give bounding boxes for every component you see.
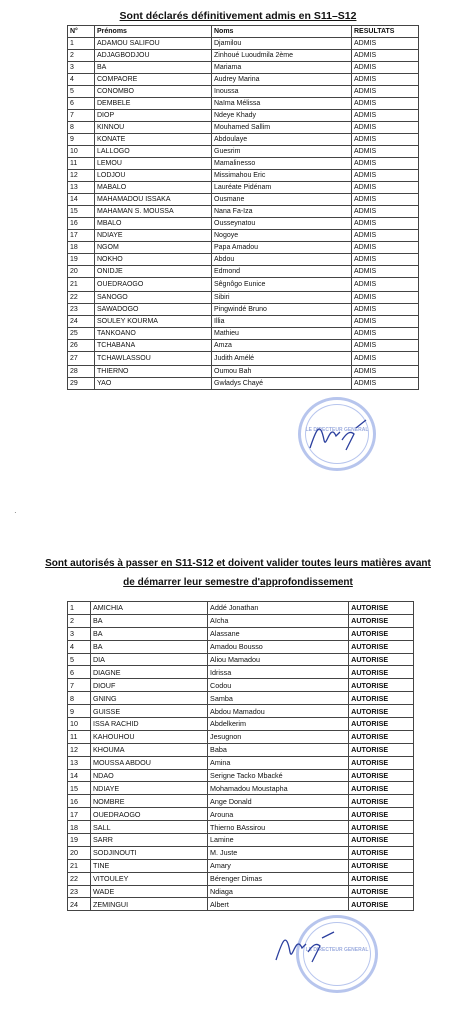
row-nom: Abdou — [212, 254, 352, 266]
row-prenom: KONATE — [95, 134, 212, 146]
row-nom: Mamalinesso — [212, 158, 352, 170]
row-nom: Oumou Bah — [212, 366, 352, 378]
table-row — [68, 328, 419, 340]
row-number: 15 — [68, 782, 91, 795]
row-result: ADMIS — [352, 74, 419, 86]
row-prenom: MAHAMAN S. MOUSSA — [95, 206, 212, 218]
signature-2 — [272, 920, 342, 970]
row-nom: Ndiaga — [208, 885, 349, 898]
row-prenom: NDAO — [90, 769, 207, 782]
row-nom: Aïcha — [208, 614, 349, 627]
row-prenom: TANKOANO — [95, 328, 212, 340]
row-result: ADMIS — [352, 352, 419, 366]
row-prenom: DEMBELE — [95, 98, 212, 110]
authorized-table — [67, 601, 414, 911]
table-row — [68, 885, 414, 898]
row-nom: Abdelkerim — [208, 718, 349, 731]
table-row — [68, 653, 414, 666]
row-nom: Djamilou — [212, 38, 352, 50]
row-prenom: ADAMOU SALIFOU — [95, 38, 212, 50]
row-number: 25 — [68, 328, 95, 340]
row-nom: Abdou Mamadou — [208, 705, 349, 718]
row-result: ADMIS — [352, 86, 419, 98]
table-row — [68, 692, 414, 705]
row-number: 23 — [68, 304, 95, 316]
table-row — [68, 859, 414, 872]
row-number: 7 — [68, 110, 95, 122]
row-result: AUTORISE — [349, 885, 414, 898]
row-number: 9 — [68, 705, 91, 718]
row-number: 16 — [68, 218, 95, 230]
table-row — [68, 769, 414, 782]
row-prenom: OUEDRAOGO — [90, 808, 207, 821]
row-result: ADMIS — [352, 50, 419, 62]
row-number: 11 — [68, 730, 91, 743]
row-nom: Guesrim — [212, 146, 352, 158]
row-prenom: VITOULEY — [90, 872, 207, 885]
table-row — [68, 266, 419, 278]
table-row — [68, 98, 419, 110]
row-number: 20 — [68, 846, 91, 859]
row-nom: Baba — [208, 743, 349, 756]
row-number: 24 — [68, 898, 91, 911]
row-number: 14 — [68, 194, 95, 206]
row-prenom: MBALO — [95, 218, 212, 230]
table-row — [68, 122, 419, 134]
table-row — [68, 194, 419, 206]
row-nom: Lauréate Pidénam — [212, 182, 352, 194]
row-result: AUTORISE — [349, 640, 414, 653]
table-row — [68, 782, 414, 795]
row-result: ADMIS — [352, 170, 419, 182]
table-row — [68, 627, 414, 640]
row-prenom: ISSA RACHID — [90, 718, 207, 731]
table-row — [68, 821, 414, 834]
row-nom: Papa Amadou — [212, 242, 352, 254]
row-number: 21 — [68, 278, 95, 292]
row-result: ADMIS — [352, 366, 419, 378]
table-row — [68, 679, 414, 692]
row-nom: Mariama — [212, 62, 352, 74]
row-prenom: KINNOU — [95, 122, 212, 134]
row-nom: Naïma Mélissa — [212, 98, 352, 110]
row-number: 24 — [68, 316, 95, 328]
row-result: ADMIS — [352, 316, 419, 328]
table-row — [68, 846, 414, 859]
row-nom: Addé Jonathan — [208, 602, 349, 615]
row-result: AUTORISE — [349, 653, 414, 666]
row-nom: Albert — [208, 898, 349, 911]
header-noms: Noms — [212, 26, 352, 38]
row-result: AUTORISE — [349, 730, 414, 743]
table-row — [68, 254, 419, 266]
row-number: 4 — [68, 74, 95, 86]
row-result: ADMIS — [352, 158, 419, 170]
row-prenom: TCHAWLASSOU — [95, 352, 212, 366]
row-nom: Sibiri — [212, 292, 352, 304]
row-nom: Amary — [208, 859, 349, 872]
table-row — [68, 170, 419, 182]
row-number: 19 — [68, 834, 91, 847]
row-result: AUTORISE — [349, 679, 414, 692]
row-result: ADMIS — [352, 242, 419, 254]
row-result: AUTORISE — [349, 743, 414, 756]
row-prenom: NOKHO — [95, 254, 212, 266]
row-prenom: OUEDRAOGO — [95, 278, 212, 292]
row-result: ADMIS — [352, 378, 419, 390]
row-prenom: MAHAMADOU ISSAKA — [95, 194, 212, 206]
row-nom: Mohamadou Moustapha — [208, 782, 349, 795]
row-result: AUTORISE — [349, 627, 414, 640]
row-number: 8 — [68, 122, 95, 134]
table-row — [68, 795, 414, 808]
row-number: 18 — [68, 242, 95, 254]
table-row — [68, 62, 419, 74]
row-prenom: KHOUMA — [90, 743, 207, 756]
row-result: ADMIS — [352, 110, 419, 122]
table-row — [68, 134, 419, 146]
row-number: 3 — [68, 627, 91, 640]
row-number: 10 — [68, 146, 95, 158]
row-result: AUTORISE — [349, 795, 414, 808]
row-number: 1 — [68, 38, 95, 50]
row-result: ADMIS — [352, 182, 419, 194]
row-result: ADMIS — [352, 278, 419, 292]
row-number: 27 — [68, 352, 95, 366]
table-row — [68, 146, 419, 158]
admitted-table — [67, 25, 419, 390]
table-row — [68, 304, 419, 316]
table-row — [68, 50, 419, 62]
row-prenom: ADJAGBODJOU — [95, 50, 212, 62]
row-prenom: WADE — [90, 885, 207, 898]
row-prenom: DIOP — [95, 110, 212, 122]
row-nom: Zinhoué Luoudmila 2ème — [212, 50, 352, 62]
row-nom: Sêgnôgo Eunice — [212, 278, 352, 292]
row-prenom: NDIAYE — [95, 230, 212, 242]
table-row — [68, 158, 419, 170]
row-prenom: BA — [90, 640, 207, 653]
row-number: 29 — [68, 378, 95, 390]
table-row — [68, 666, 414, 679]
row-nom: Alassane — [208, 627, 349, 640]
row-number: 23 — [68, 885, 91, 898]
table-row — [68, 316, 419, 328]
row-number: 12 — [68, 743, 91, 756]
row-prenom: SALL — [90, 821, 207, 834]
row-number: 21 — [68, 859, 91, 872]
row-prenom: SAWADOGO — [95, 304, 212, 316]
row-nom: Abdoulaye — [212, 134, 352, 146]
row-prenom: SODJINOUTI — [90, 846, 207, 859]
row-number: 13 — [68, 182, 95, 194]
row-nom: Arouna — [208, 808, 349, 821]
row-result: AUTORISE — [349, 769, 414, 782]
table-row — [68, 366, 419, 378]
row-result: AUTORISE — [349, 821, 414, 834]
table-row — [68, 743, 414, 756]
row-nom: Ousseynatou — [212, 218, 352, 230]
row-number: 16 — [68, 795, 91, 808]
row-number: 20 — [68, 266, 95, 278]
table-row — [68, 292, 419, 304]
row-prenom: SANOGO — [95, 292, 212, 304]
row-prenom: TINE — [90, 859, 207, 872]
row-nom: Aliou Mamadou — [208, 653, 349, 666]
row-result: ADMIS — [352, 304, 419, 316]
row-number: 12 — [68, 170, 95, 182]
row-number: 22 — [68, 292, 95, 304]
row-prenom: MOUSSA ABDOU — [90, 756, 207, 769]
row-number: 15 — [68, 206, 95, 218]
row-result: ADMIS — [352, 98, 419, 110]
table-row — [68, 602, 414, 615]
row-prenom: BA — [90, 627, 207, 640]
row-nom: Samba — [208, 692, 349, 705]
row-nom: Thierno BAssirou — [208, 821, 349, 834]
row-prenom: ONIDJE — [95, 266, 212, 278]
row-number: 3 — [68, 62, 95, 74]
row-number: 10 — [68, 718, 91, 731]
row-result: AUTORISE — [349, 692, 414, 705]
table-row — [68, 614, 414, 627]
row-result: AUTORISE — [349, 859, 414, 872]
row-result: ADMIS — [352, 62, 419, 74]
row-result: ADMIS — [352, 230, 419, 242]
row-result: AUTORISE — [349, 834, 414, 847]
row-nom: Amza — [212, 340, 352, 352]
row-nom: Mathieu — [212, 328, 352, 340]
table-row — [68, 756, 414, 769]
row-prenom: ZEMINGUI — [90, 898, 207, 911]
row-result: ADMIS — [352, 340, 419, 352]
row-result: AUTORISE — [349, 705, 414, 718]
row-prenom: TCHABANA — [95, 340, 212, 352]
row-number: 6 — [68, 98, 95, 110]
row-prenom: SOULEY KOURMA — [95, 316, 212, 328]
row-prenom: NOMBRE — [90, 795, 207, 808]
header-prenoms: Prénoms — [95, 26, 212, 38]
row-result: AUTORISE — [349, 872, 414, 885]
row-prenom: DIA — [90, 653, 207, 666]
row-nom: Nana Fa-Iza — [212, 206, 352, 218]
row-prenom: BA — [90, 614, 207, 627]
row-nom: Illia — [212, 316, 352, 328]
row-result: ADMIS — [352, 122, 419, 134]
row-result: ADMIS — [352, 266, 419, 278]
row-result: AUTORISE — [349, 782, 414, 795]
row-prenom: LALLOGO — [95, 146, 212, 158]
row-number: 22 — [68, 872, 91, 885]
table-row — [68, 242, 419, 254]
row-result: ADMIS — [352, 38, 419, 50]
row-result: AUTORISE — [349, 602, 414, 615]
row-number: 14 — [68, 769, 91, 782]
table-row — [68, 74, 419, 86]
table-row — [68, 110, 419, 122]
row-number: 18 — [68, 821, 91, 834]
row-prenom: AMICHIA — [90, 602, 207, 615]
row-result: ADMIS — [352, 146, 419, 158]
row-nom: M. Juste — [208, 846, 349, 859]
section2-title-line2: de démarrer leur semestre d'approfondissement — [123, 577, 353, 588]
row-nom: Gwladys Chayé — [212, 378, 352, 390]
table-row — [68, 718, 414, 731]
row-nom: Edmond — [212, 266, 352, 278]
table-row — [68, 278, 419, 292]
row-number: 28 — [68, 366, 95, 378]
row-number: 26 — [68, 340, 95, 352]
scan-mark: · — [14, 508, 17, 517]
row-number: 19 — [68, 254, 95, 266]
table-row — [68, 86, 419, 98]
row-result: AUTORISE — [349, 718, 414, 731]
row-number: 6 — [68, 666, 91, 679]
row-nom: Amadou Bousso — [208, 640, 349, 653]
stamp-text-2: LE DIRECTEUR GENERAL — [305, 946, 369, 953]
row-nom: Codou — [208, 679, 349, 692]
table-row — [68, 834, 414, 847]
row-prenom: LEMOU — [95, 158, 212, 170]
row-number: 9 — [68, 134, 95, 146]
row-nom: Audrey Marina — [212, 74, 352, 86]
table-row — [68, 808, 414, 821]
row-number: 8 — [68, 692, 91, 705]
row-number: 4 — [68, 640, 91, 653]
row-prenom: GNING — [90, 692, 207, 705]
row-result: ADMIS — [352, 292, 419, 304]
row-nom: Jesugnon — [208, 730, 349, 743]
row-result: AUTORISE — [349, 756, 414, 769]
section2-title-line1: Sont autorisés à passer en S11-S12 et doivent valider toutes leurs matières avant — [45, 558, 431, 569]
row-prenom: LODJOU — [95, 170, 212, 182]
table-row — [68, 730, 414, 743]
row-number: 5 — [68, 653, 91, 666]
table-row — [68, 378, 419, 390]
table-row — [68, 38, 419, 50]
row-result: AUTORISE — [349, 898, 414, 911]
row-nom: Judith Amélé — [212, 352, 352, 366]
stamp-text: LE DIRECTEUR GENERAL — [305, 427, 369, 434]
table-row — [68, 705, 414, 718]
table-row — [68, 206, 419, 218]
row-prenom: THIERNO — [95, 366, 212, 378]
table-row — [68, 230, 419, 242]
header-number: N° — [68, 26, 95, 38]
row-number: 2 — [68, 614, 91, 627]
row-result: ADMIS — [352, 194, 419, 206]
row-nom: Ange Donald — [208, 795, 349, 808]
row-result: AUTORISE — [349, 666, 414, 679]
row-prenom: GUISSE — [90, 705, 207, 718]
row-number: 17 — [68, 808, 91, 821]
row-number: 1 — [68, 602, 91, 615]
row-nom: Pingwindé Bruno — [212, 304, 352, 316]
row-number: 17 — [68, 230, 95, 242]
row-nom: Inoussa — [212, 86, 352, 98]
row-prenom: SARR — [90, 834, 207, 847]
table-row — [68, 340, 419, 352]
row-prenom: KAHOUHOU — [90, 730, 207, 743]
row-nom: Amina — [208, 756, 349, 769]
row-nom: Missimahou Eric — [212, 170, 352, 182]
table-row — [68, 640, 414, 653]
row-number: 11 — [68, 158, 95, 170]
row-nom: Mouhamed Sallim — [212, 122, 352, 134]
table-row — [68, 182, 419, 194]
row-result: ADMIS — [352, 328, 419, 340]
table-header-row — [68, 26, 419, 38]
row-nom: Serigne Tacko Mbacké — [208, 769, 349, 782]
table-row — [68, 352, 419, 366]
row-prenom: DIOUF — [90, 679, 207, 692]
table-row — [68, 218, 419, 230]
header-resultats: RESULTATS — [352, 26, 419, 38]
row-nom: Ndeye Khady — [212, 110, 352, 122]
row-prenom: CONOMBO — [95, 86, 212, 98]
row-result: ADMIS — [352, 218, 419, 230]
row-number: 13 — [68, 756, 91, 769]
row-nom: Lamine — [208, 834, 349, 847]
row-result: ADMIS — [352, 206, 419, 218]
row-number: 2 — [68, 50, 95, 62]
row-result: AUTORISE — [349, 808, 414, 821]
row-nom: Bérenger Dimas — [208, 872, 349, 885]
row-prenom: MABALO — [95, 182, 212, 194]
row-nom: Idrissa — [208, 666, 349, 679]
row-prenom: BA — [95, 62, 212, 74]
row-prenom: DIAGNE — [90, 666, 207, 679]
table-row — [68, 898, 414, 911]
row-prenom: NDIAYE — [90, 782, 207, 795]
signature-1 — [306, 410, 376, 460]
row-nom: Ousmane — [212, 194, 352, 206]
row-number: 5 — [68, 86, 95, 98]
row-prenom: COMPAORE — [95, 74, 212, 86]
row-result: AUTORISE — [349, 614, 414, 627]
row-result: ADMIS — [352, 134, 419, 146]
row-number: 7 — [68, 679, 91, 692]
row-prenom: YAO — [95, 378, 212, 390]
row-result: AUTORISE — [349, 846, 414, 859]
table-row — [68, 872, 414, 885]
row-nom: Nogoye — [212, 230, 352, 242]
section1-title: Sont déclarés définitivement admis en S11–S12 — [119, 10, 357, 22]
row-prenom: NGOM — [95, 242, 212, 254]
row-result: ADMIS — [352, 254, 419, 266]
